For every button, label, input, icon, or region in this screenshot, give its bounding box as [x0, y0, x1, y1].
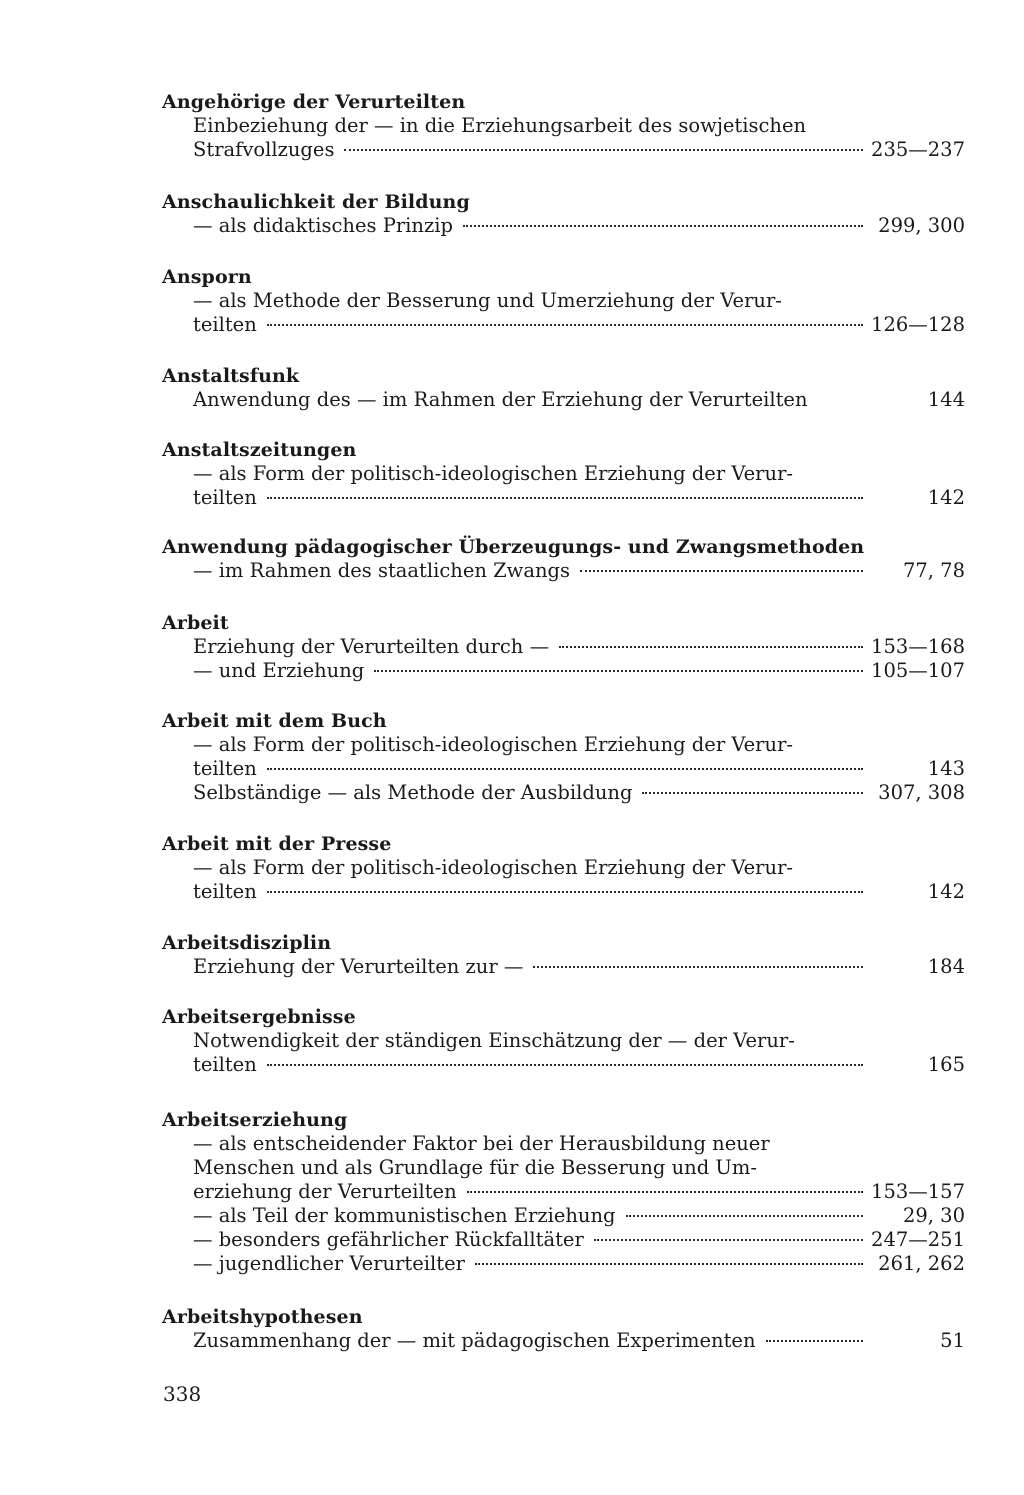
entry-heading: Ansporn [162, 266, 252, 288]
entry-subline [162, 1029, 967, 1053]
entry-subline [162, 462, 967, 486]
subentry-text: Erziehung der Verurteilten durch — [193, 635, 550, 658]
entry-subline [162, 757, 967, 781]
entry-subline [162, 1156, 967, 1180]
index-entry [162, 190, 967, 238]
dot-leader [533, 966, 863, 968]
subentry-text: — besonders gefährlicher Rückfalltäter [193, 1228, 584, 1251]
entry-subline [162, 733, 967, 757]
entry-heading: Anstaltsfunk [162, 365, 300, 387]
subentry-text: erziehung der Verurteilten [193, 1180, 457, 1203]
index-entry [162, 611, 967, 683]
page-reference: 235—237 [871, 138, 965, 161]
index-entry [162, 832, 967, 904]
subentry-text: — als didaktisches Prinzip [193, 214, 453, 237]
subentry-text: — jugendlicher Verurteilter [193, 1252, 465, 1275]
index-entry [162, 931, 967, 979]
subentry-text: — im Rahmen des staatlichen Zwangs [193, 559, 571, 582]
index-entry [162, 364, 967, 412]
subentry-text: — als Form der politisch-ideologischen Erziehung der Verur- [193, 856, 793, 879]
subentry-text: Anwendung des — im Rahmen der Erziehung der Verurteilten [193, 388, 808, 411]
index-entry [162, 1108, 967, 1276]
entry-heading: Anstaltszeitungen [162, 439, 357, 461]
subentry-text: — als Form der politisch-ideologischen Erziehung der Verur- [193, 462, 793, 485]
page-reference: 184 [927, 955, 965, 978]
entry-heading: Arbeitsdisziplin [162, 932, 332, 954]
entry-heading: Arbeit mit der Presse [162, 833, 392, 855]
page-reference: 165 [927, 1053, 965, 1076]
subentry-text: — als Methode der Besserung und Umerziehung der Verur- [193, 289, 782, 312]
subentry-text: teilten [193, 486, 257, 509]
index-entry [162, 1305, 967, 1353]
dot-leader [463, 225, 863, 227]
subentry-text: teilten [193, 1053, 257, 1076]
subentry-text: teilten [193, 880, 257, 903]
page-reference: 142 [927, 880, 965, 903]
subentry-text: teilten [193, 757, 257, 780]
page-reference: 153—157 [871, 1180, 965, 1203]
entry-heading: Anschaulichkeit der Bildung [162, 191, 470, 213]
entry-subline [162, 289, 967, 313]
index-entry [162, 709, 967, 805]
entry-heading: Arbeit [162, 612, 229, 634]
entry-subline [162, 1180, 967, 1204]
dot-leader [559, 646, 863, 648]
entry-subline [162, 1053, 967, 1077]
subentry-text: Selbständige — als Methode der Ausbildung [193, 781, 633, 804]
subentry-text: — als entscheidender Faktor bei der Herausbildung neuer [193, 1132, 770, 1155]
entry-subline [162, 1329, 967, 1353]
page-reference: 142 [927, 486, 965, 509]
dot-leader [626, 1215, 863, 1217]
index-entry [162, 438, 967, 510]
entry-subline [162, 635, 967, 659]
page-reference: 153—168 [871, 635, 965, 658]
entry-heading: Anwendung pädagogischer Überzeugungs- und Zwangsmethoden [162, 536, 865, 558]
dot-leader [594, 1239, 863, 1241]
dot-leader [467, 1191, 863, 1193]
dot-leader [475, 1263, 863, 1265]
subentry-text: — als Teil der kommunistischen Erziehung [193, 1204, 616, 1227]
entry-subline [162, 114, 967, 138]
subentry-text: teilten [193, 313, 257, 336]
entry-heading: Arbeitsergebnisse [162, 1006, 356, 1028]
subentry-text: Zusammenhang der — mit pädagogischen Experimenten [193, 1329, 756, 1352]
entry-subline [162, 388, 967, 412]
dot-leader [267, 324, 863, 326]
page-reference: 51 [940, 1329, 965, 1352]
dot-leader [267, 1064, 863, 1066]
entry-heading: Arbeit mit dem Buch [162, 710, 387, 732]
page-reference: 307, 308 [878, 781, 965, 804]
page-reference: 247—251 [871, 1228, 965, 1251]
entry-subline [162, 1228, 967, 1252]
entry-subline [162, 486, 967, 510]
dot-leader [374, 670, 863, 672]
page-number: 338 [163, 1382, 202, 1406]
entry-heading: Arbeitshypothesen [162, 1306, 363, 1328]
entry-subline [162, 1204, 967, 1228]
entry-subline [162, 955, 967, 979]
entry-subline [162, 559, 967, 583]
dot-leader [344, 149, 863, 151]
page-reference: 29, 30 [902, 1204, 965, 1227]
index-entry [162, 535, 967, 583]
entry-subline [162, 1252, 967, 1276]
subentry-text: — und Erziehung [193, 659, 365, 682]
page-reference: 261, 262 [878, 1252, 965, 1275]
page-reference: 105—107 [871, 659, 965, 682]
subentry-text: Menschen und als Grundlage für die Besserung und Um- [193, 1156, 757, 1179]
dot-leader [642, 792, 863, 794]
dot-leader [766, 1340, 863, 1342]
entry-subline [162, 138, 967, 162]
subentry-text: Notwendigkeit der ständigen Einschätzung der — der Verur- [193, 1029, 795, 1052]
page-reference: 77, 78 [902, 559, 965, 582]
entry-subline [162, 856, 967, 880]
entry-heading: Arbeitserziehung [162, 1109, 348, 1131]
entry-subline [162, 214, 967, 238]
subentry-text: Erziehung der Verurteilten zur — [193, 955, 524, 978]
page-reference: 126—128 [871, 313, 965, 336]
page-reference: 144 [927, 388, 965, 411]
page-reference: 299, 300 [878, 214, 965, 237]
dot-leader [580, 570, 863, 572]
index-entry [162, 265, 967, 337]
entry-subline [162, 1132, 967, 1156]
subentry-text: Strafvollzuges [193, 138, 335, 161]
index-entry [162, 90, 967, 162]
subentry-text: Einbeziehung der — in die Erziehungsarbeit des sowjetischen [193, 114, 807, 137]
page-reference: 143 [927, 757, 965, 780]
entry-subline [162, 313, 967, 337]
dot-leader [267, 768, 863, 770]
dot-leader [267, 891, 863, 893]
entry-subline [162, 880, 967, 904]
entry-subline [162, 781, 967, 805]
entry-subline [162, 659, 967, 683]
subentry-text: — als Form der politisch-ideologischen Erziehung der Verur- [193, 733, 793, 756]
index-entry [162, 1005, 967, 1077]
dot-leader [267, 497, 863, 499]
entry-heading: Angehörige der Verurteilten [162, 91, 466, 113]
